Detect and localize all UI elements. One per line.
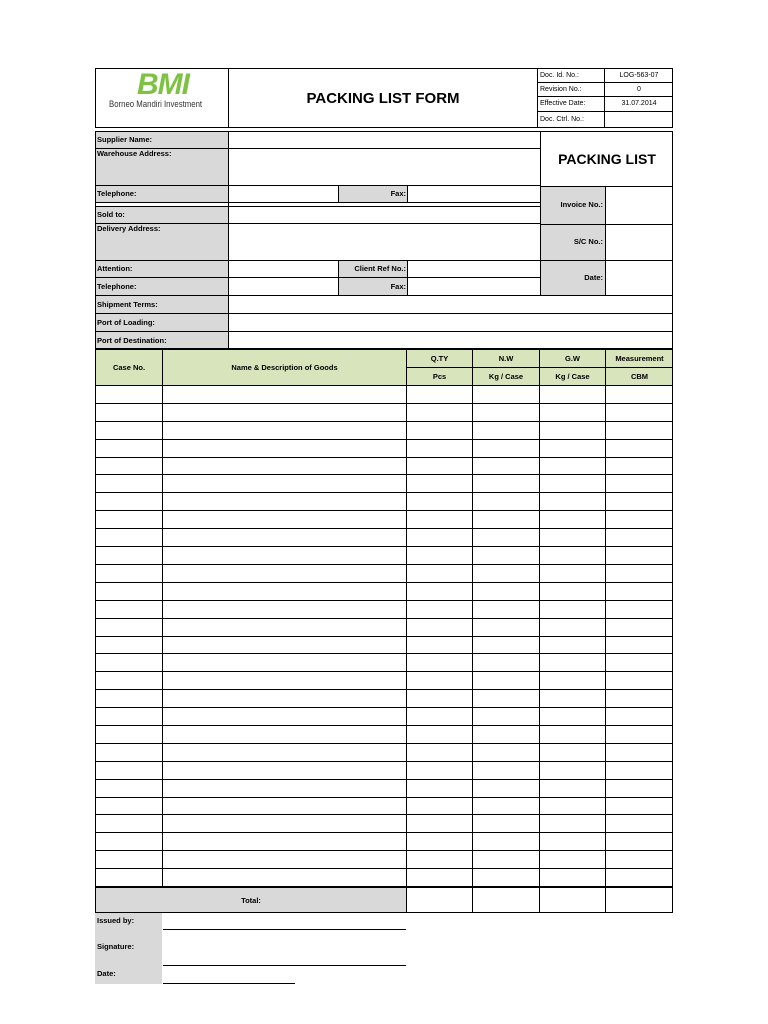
- total-label: Total:: [241, 895, 261, 905]
- supplier-name-label: Supplier Name:: [97, 135, 153, 144]
- total-measurement[interactable]: [606, 888, 673, 912]
- table-row-divider: [95, 421, 673, 422]
- table-row-divider: [95, 474, 673, 475]
- table-row-divider: [95, 528, 673, 529]
- revision-label: Revision No.:: [540, 85, 582, 93]
- table-row-divider: [95, 492, 673, 493]
- table-row-divider: [95, 457, 673, 458]
- port-of-destination-field[interactable]: [229, 332, 673, 348]
- doc-id-label: Doc. Id. No.:: [540, 71, 579, 79]
- revision-value: 0: [637, 85, 641, 93]
- table-row-divider: [95, 600, 673, 601]
- doc-ctrl-label: Doc. Ctrl. No.:: [540, 116, 584, 123]
- date-field[interactable]: [606, 261, 673, 295]
- col-gw-unit: Kg / Case: [555, 372, 590, 381]
- col-measurement: Measurement: [615, 354, 664, 363]
- footer-date-label: Date:: [97, 969, 116, 978]
- goods-table: [95, 349, 673, 913]
- port-of-loading-label: Port of Loading:: [97, 318, 155, 327]
- table-row-divider: [95, 653, 673, 654]
- col-measurement-unit: CBM: [630, 372, 649, 381]
- packing-list-heading: PACKING LIST: [558, 150, 656, 167]
- telephone-label: Telephone:: [97, 189, 137, 198]
- warehouse-address-label: Warehouse Address:: [97, 149, 172, 158]
- doc-id-value: LOG-563-07: [619, 71, 659, 79]
- client-ref-label: Client Ref No.:: [354, 264, 406, 273]
- fax-label-2: Fax:: [390, 282, 406, 291]
- table-row-divider: [95, 779, 673, 780]
- table-row-divider: [95, 850, 673, 851]
- delivery-address-label: Delivery Address:: [97, 224, 161, 233]
- warehouse-address-field[interactable]: [229, 149, 540, 185]
- table-row-divider: [95, 689, 673, 690]
- col-description: Name & Description of Goods: [231, 363, 338, 372]
- attention-field[interactable]: [229, 261, 338, 277]
- page-title: PACKING LIST FORM: [306, 89, 460, 107]
- col-qty-unit: Pcs: [432, 372, 447, 381]
- port-of-destination-label: Port of Destination:: [97, 336, 167, 345]
- shipment-terms-label: Shipment Terms:: [97, 300, 158, 309]
- attention-label: Attention:: [97, 264, 133, 273]
- invoice-no-label: Invoice No.:: [560, 200, 603, 209]
- fax-label: Fax:: [390, 189, 406, 198]
- col-nw: N.W: [498, 354, 514, 363]
- table-row-divider: [95, 761, 673, 762]
- logo-mark: BMI: [137, 68, 189, 101]
- table-row-divider: [95, 725, 673, 726]
- table-row-divider: [95, 832, 673, 833]
- sc-no-label: S/C No.:: [573, 237, 603, 246]
- company-logo: [97, 70, 227, 126]
- table-row-divider: [95, 671, 673, 672]
- client-ref-field[interactable]: [408, 261, 540, 277]
- table-row-divider: [95, 564, 673, 565]
- total-qty[interactable]: [407, 888, 472, 912]
- effective-date-label: Effective Date:: [540, 100, 586, 107]
- table-row-divider: [95, 868, 673, 869]
- sold-to-field[interactable]: [229, 207, 540, 223]
- table-row-divider: [95, 510, 673, 511]
- col-case-no: Case No.: [112, 363, 146, 372]
- fax-field-2[interactable]: [408, 278, 540, 295]
- supplier-name-field[interactable]: [229, 132, 540, 148]
- fax-field[interactable]: [408, 186, 540, 202]
- issued-by-field[interactable]: [163, 913, 406, 930]
- table-row-divider: [95, 707, 673, 708]
- shipment-terms-field[interactable]: [229, 296, 673, 313]
- date-label: Date:: [584, 273, 603, 282]
- telephone-field-2[interactable]: [229, 278, 338, 295]
- effective-date-value: 31.07.2014: [621, 100, 657, 107]
- sc-no-field[interactable]: [606, 225, 673, 260]
- table-row-divider: [95, 636, 673, 637]
- col-qty: Q.TY: [430, 354, 449, 363]
- port-of-loading-field[interactable]: [229, 314, 673, 331]
- table-row-divider: [95, 582, 673, 583]
- table-row-divider: [95, 814, 673, 815]
- signature-label: Signature:: [97, 942, 135, 951]
- company-name: Borneo Mandiri Investment: [109, 99, 203, 110]
- table-row-divider: [95, 403, 673, 404]
- table-row-divider: [95, 743, 673, 744]
- signature-field[interactable]: [163, 930, 406, 966]
- issued-by-label: Issued by:: [97, 916, 135, 925]
- total-gw[interactable]: [540, 888, 605, 912]
- delivery-address-field[interactable]: [229, 224, 540, 260]
- total-nw[interactable]: [473, 888, 539, 912]
- footer-date-field[interactable]: [163, 966, 295, 984]
- table-row-divider: [95, 618, 673, 619]
- table-row-divider: [95, 439, 673, 440]
- doc-ctrl-value[interactable]: [605, 111, 673, 128]
- telephone-field[interactable]: [229, 186, 338, 202]
- table-row-divider: [95, 546, 673, 547]
- telephone-label-2: Telephone:: [97, 282, 137, 291]
- col-nw-unit: Kg / Case: [488, 372, 524, 381]
- sold-to-label: Sold to:: [97, 210, 125, 219]
- col-gw: G.W: [565, 354, 580, 363]
- invoice-no-field[interactable]: [606, 187, 673, 224]
- table-row-divider: [95, 797, 673, 798]
